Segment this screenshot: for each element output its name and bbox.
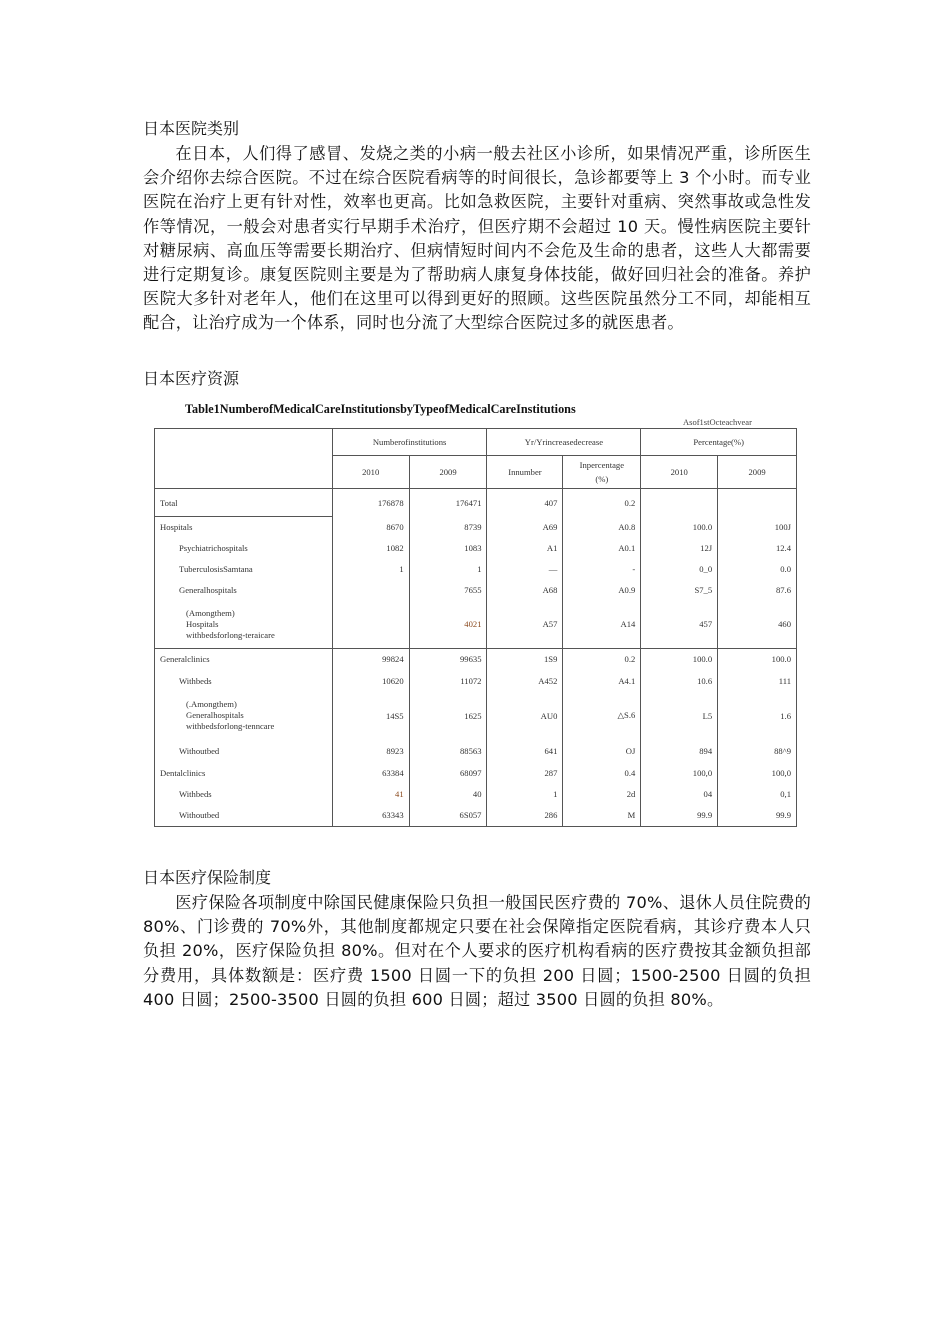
cell-increase: 1 [487, 784, 563, 805]
cell-2010 [332, 580, 409, 601]
row-label: Generalhospitals [155, 580, 333, 601]
cell-pct-2009: 460 [718, 601, 797, 649]
cell-pct-2010: 100.0 [641, 649, 718, 670]
table-row [155, 670, 797, 693]
cell-pct-2009: 100,0 [718, 763, 797, 784]
cell-pct-2010: 12J [641, 538, 718, 559]
cell-2009: 8739 [409, 517, 487, 538]
cell-pct-2009: 99.9 [718, 805, 797, 827]
row-label: Dentalclinics [155, 763, 333, 784]
cell-2010: 8923 [332, 739, 409, 763]
cell-pct-2010: S7_5 [641, 580, 718, 601]
cell-2009: 4021 [409, 601, 487, 649]
cell-increase: 287 [487, 763, 563, 784]
table-row [155, 763, 797, 784]
cell-pct-2009: 87.6 [718, 580, 797, 601]
cell-2010: 1082 [332, 538, 409, 559]
cell-2009: 7655 [409, 580, 487, 601]
heading-hospital-types: 日本医院类别 [143, 119, 240, 138]
cell-increase-pct: △S.6 [563, 693, 641, 739]
cell-increase: A69 [487, 517, 563, 538]
table-row [155, 601, 797, 649]
cell-increase-pct: A0.1 [563, 538, 641, 559]
cell-increase-pct: 0.4 [563, 763, 641, 784]
row-label: Total [155, 489, 333, 517]
cell-2010: 176878 [332, 489, 409, 517]
header-2010-percentage: 2010 [641, 456, 718, 489]
cell-pct-2009: 0,1 [718, 784, 797, 805]
header-number-of-institutions: Numberofinstitutions [332, 429, 487, 456]
row-label: TuberculosisSamtana [155, 559, 333, 580]
cell-2009: 99635 [409, 649, 487, 670]
cell-pct-2010 [641, 489, 718, 517]
row-label [155, 601, 333, 649]
row-label-line: (.Amongthem) [186, 699, 237, 709]
cell-increase-pct: - [563, 559, 641, 580]
cell-2009: 40 [409, 784, 487, 805]
cell-increase: AU0 [487, 693, 563, 739]
table-row [155, 739, 797, 763]
heading-insurance: 日本医疗保险制度 [143, 868, 272, 887]
cell-pct-2010: 10.6 [641, 670, 718, 693]
cell-2010: 63384 [332, 763, 409, 784]
header-2009-percentage: 2009 [718, 456, 797, 489]
row-label-line: Generalhospitals [186, 710, 244, 720]
cell-pct-2010: 457 [641, 601, 718, 649]
row-label: Withoutbed [155, 739, 333, 763]
cell-increase-pct: 2d [563, 784, 641, 805]
cell-increase: A68 [487, 580, 563, 601]
cell-2010: 8670 [332, 517, 409, 538]
cell-2010: 99824 [332, 649, 409, 670]
table-row [155, 517, 797, 538]
header-2009-number: 2009 [409, 456, 487, 489]
paragraph-insurance: 医疗保险各项制度中除国民健康保险只负担一般国民医疗费的 70%、退休人员住院费的 80%、门诊费的 70%外，其他制度都规定只要在社会保障指定医院看病，其诊疗费本人只负担 20%，医疗保险负担 80%。但对在个人要求的医疗机构看病的医疗费按其金额负担部分费用，具体数额是：医疗费 1500 日圆一下的负担 200 日圆；1500-2500 日圆的负担 400 日圆；2500-3500 日圆的负担 600 日圆；超过 3500 日圆的负担 80%。 [143, 893, 811, 1009]
cell-pct-2009 [718, 489, 797, 517]
cell-2009: 6S057 [409, 805, 487, 827]
cell-2010: 14S5 [332, 693, 409, 739]
header-in-percentage-unit: (%) [595, 474, 609, 484]
row-label-line: withbedsforlong-tenncare [186, 721, 275, 731]
cell-increase: 641 [487, 739, 563, 763]
header-2010-number: 2010 [332, 456, 409, 489]
row-label-line: Hospitals [186, 618, 219, 629]
header-in-percentage [563, 456, 641, 489]
cell-2010: 63343 [332, 805, 409, 827]
cell-increase-pct: OJ [563, 739, 641, 763]
cell-increase: 407 [487, 489, 563, 517]
row-label: Psychiatrichospitals [155, 538, 333, 559]
cell-pct-2009: 0.0 [718, 559, 797, 580]
cell-increase-pct: A0.9 [563, 580, 641, 601]
cell-pct-2009: 100.0 [718, 649, 797, 670]
row-label: Hospitals [155, 517, 333, 538]
cell-2009: 68097 [409, 763, 487, 784]
heading-resources: 日本医疗资源 [143, 369, 240, 388]
cell-increase-pct: A0.8 [563, 517, 641, 538]
header-in-number: Innumber [487, 456, 563, 489]
cell-pct-2009: 100J [718, 517, 797, 538]
cell-pct-2010: L5 [641, 693, 718, 739]
cell-pct-2010: 100.0 [641, 517, 718, 538]
row-label: Withbeds [155, 784, 333, 805]
cell-2009: 1083 [409, 538, 487, 559]
cell-pct-2009: 12.4 [718, 538, 797, 559]
cell-increase: 286 [487, 805, 563, 827]
cell-increase-pct: 0.2 [563, 649, 641, 670]
cell-2009: 11072 [409, 670, 487, 693]
cell-pct-2009: 1.6 [718, 693, 797, 739]
row-label-line: withbedsforlong-teraicare [186, 629, 275, 640]
row-label: Generalclinics [155, 649, 333, 670]
cell-2010: 1 [332, 559, 409, 580]
row-label: Withbeds [155, 670, 333, 693]
cell-2009: 176471 [409, 489, 487, 517]
cell-increase-pct: A4.1 [563, 670, 641, 693]
table-row [155, 489, 797, 517]
cell-pct-2009: 111 [718, 670, 797, 693]
table-row [155, 784, 797, 805]
header-blank [155, 429, 333, 489]
row-label: Withoutbed [155, 805, 333, 827]
header-percentage: Percentage(%) [641, 429, 797, 456]
cell-pct-2010: 0_0 [641, 559, 718, 580]
table-row [155, 805, 797, 827]
header-in-percentage-label: Inpercentage [579, 460, 625, 470]
cell-increase-pct: A14 [563, 601, 641, 649]
table-row [155, 580, 797, 601]
table-row [155, 538, 797, 559]
table-row [155, 649, 797, 670]
cell-2010: 10620 [332, 670, 409, 693]
cell-2010 [332, 601, 409, 649]
cell-increase: — [487, 559, 563, 580]
cell-increase-pct: 0.2 [563, 489, 641, 517]
table-title: Table1NumberofMedicalCareInstitutionsbyTypeofMedicalCareInstitutions [185, 402, 576, 416]
cell-2010: 41 [332, 784, 409, 805]
cell-pct-2010: 04 [641, 784, 718, 805]
table-row [155, 559, 797, 580]
cell-increase: A1 [487, 538, 563, 559]
cell-pct-2009: 88^9 [718, 739, 797, 763]
cell-2009: 88563 [409, 739, 487, 763]
cell-increase: 1S9 [487, 649, 563, 670]
cell-2009: 1 [409, 559, 487, 580]
cell-increase-pct: M [563, 805, 641, 827]
cell-increase: A57 [487, 601, 563, 649]
row-label [155, 693, 333, 739]
table-note: Asof1stOcteachvear [683, 417, 752, 427]
table-row [155, 693, 797, 739]
cell-pct-2010: 99.9 [641, 805, 718, 827]
row-label-line: (Amongthem) [186, 607, 235, 618]
cell-pct-2010: 100,0 [641, 763, 718, 784]
cell-pct-2010: 894 [641, 739, 718, 763]
header-yr-increase: Yr/Yrincreasedecrease [487, 429, 641, 456]
paragraph-hospital-types: 在日本，人们得了感冒、发烧之类的小病一般去社区小诊所，如果情况严重，诊所医生会介绍你去综合医院。不过在综合医院看病等的时间很长，急诊都要等上 3 个小时。而专业医院在治疗上更有针对性，效率也更高。比如急救医院，主要针对重病、突然事故或急性发作等情况，一般会对患者实行早期手术治疗，但医疗期不会超过 10 天。慢性病医院主要针对糖尿病、高血压等需要长期治疗、但病情短时间内不会危及生命的患者，这些人大都需要进行定期复诊。康复医院则主要是为了帮助病人康复身体技能，做好回归社会的准备。养护医院大多针对老年人，他们在这里可以得到更好的照顾。这些医院虽然分工不同，却能相互配合，让治疗成为一个体系，同时也分流了大型综合医院过多的就医患者。 [143, 144, 811, 333]
cell-2009: 1625 [409, 693, 487, 739]
medical-institutions-table [154, 428, 797, 827]
cell-increase: A452 [487, 670, 563, 693]
